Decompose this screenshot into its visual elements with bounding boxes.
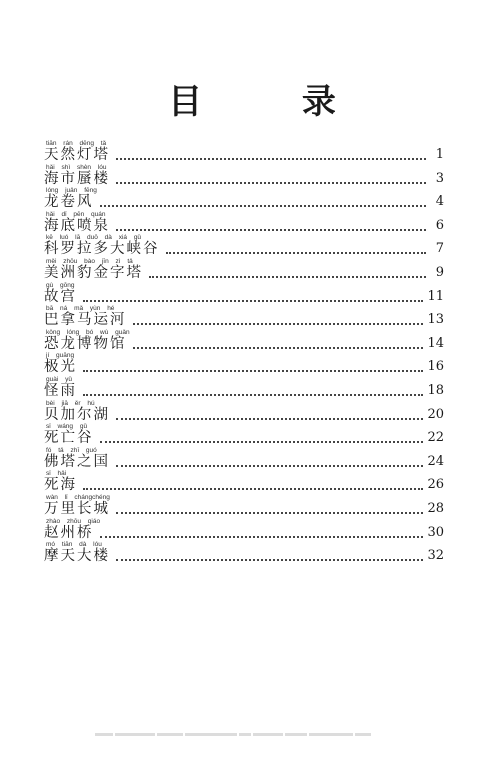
- entry-page-number: 4: [435, 194, 444, 210]
- dot-leader: [133, 346, 424, 349]
- toc-entry[interactable]: [44, 494, 444, 518]
- entry-title: 巴拿马运河: [44, 312, 127, 329]
- entry-pinyin: hǎi dǐ pēn quán: [46, 210, 106, 218]
- entry-line: [44, 477, 444, 493]
- entry-line: [44, 194, 444, 210]
- toc-entry[interactable]: [44, 423, 444, 447]
- entry-page-number: 7: [435, 241, 444, 257]
- entry-pinyin: bèi jiā ěr hú: [46, 399, 95, 407]
- entry-pinyin: zhào zhōu qiáo: [46, 517, 101, 525]
- entry-pinyin: měi zhōu bào jīn zì tǎ: [46, 257, 133, 265]
- dot-leader: [83, 487, 423, 490]
- entry-line: [44, 359, 444, 375]
- toc-entry[interactable]: [44, 518, 444, 542]
- entry-page-number: 28: [427, 500, 444, 516]
- toc-entry[interactable]: [44, 352, 444, 376]
- entry-pinyin: tiān rán dēng tǎ: [46, 140, 107, 147]
- entry-page-number: 16: [427, 359, 444, 375]
- entry-page-number: 24: [427, 453, 444, 469]
- toc-entry[interactable]: [44, 211, 444, 235]
- dot-leader: [100, 204, 427, 207]
- entry-title: 死亡谷: [44, 430, 94, 447]
- table-of-contents: [44, 140, 444, 565]
- entry-page-number: 22: [427, 430, 444, 446]
- entry-line: [44, 525, 444, 541]
- dot-leader: [83, 393, 423, 396]
- entry-title: 极光: [44, 359, 77, 376]
- dot-leader: [116, 464, 423, 467]
- entry-title: 摩天大楼: [44, 548, 110, 565]
- entry-title: 万里长城: [44, 500, 110, 517]
- entry-line: [44, 336, 444, 352]
- entry-line: [44, 218, 444, 234]
- entry-page-number: 6: [435, 217, 444, 233]
- entry-title: 海底喷泉: [44, 217, 110, 234]
- dot-leader: [149, 275, 426, 278]
- toc-entry[interactable]: [44, 187, 444, 211]
- page-title: 目 录: [168, 82, 380, 122]
- entry-title: 天然灯塔: [44, 147, 110, 163]
- toc-entry[interactable]: [44, 470, 444, 494]
- entry-pinyin: sǐ hǎi: [46, 470, 67, 478]
- entry-page-number: 32: [427, 548, 444, 564]
- entry-page-number: 20: [427, 406, 444, 422]
- entry-pinyin: guài yǔ: [46, 375, 72, 383]
- dot-leader: [83, 369, 423, 372]
- toc-entry[interactable]: [44, 282, 444, 306]
- entry-title: 龙卷风: [44, 194, 94, 211]
- entry-page-number: 9: [435, 264, 444, 280]
- entry-page-number: 13: [427, 312, 444, 328]
- scan-artifact: [95, 733, 425, 739]
- entry-title: 死海: [44, 477, 77, 494]
- entry-line: [44, 241, 444, 257]
- toc-entry[interactable]: [44, 541, 444, 565]
- entry-pinyin: gù gōng: [46, 281, 75, 289]
- entry-line: [44, 430, 444, 446]
- entry-title: 海市蜃楼: [44, 170, 110, 187]
- entry-title: 恐龙博物馆: [44, 335, 127, 352]
- entry-page-number: 11: [427, 288, 444, 304]
- dot-leader: [116, 181, 426, 184]
- entry-title: 佛塔之国: [44, 453, 110, 470]
- entry-line: [44, 171, 444, 187]
- entry-title: 故宫: [44, 288, 77, 305]
- entry-pinyin: hǎi shì shèn lóu: [46, 163, 107, 171]
- entry-page-number: 1: [435, 147, 444, 162]
- entry-title: 美洲豹金字塔: [44, 264, 143, 281]
- entry-line: [44, 312, 444, 328]
- entry-title: 贝加尔湖: [44, 406, 110, 423]
- toc-entry[interactable]: [44, 234, 444, 258]
- dot-leader: [100, 440, 424, 443]
- toc-entry[interactable]: [44, 329, 444, 353]
- toc-entry[interactable]: [44, 140, 444, 164]
- dot-leader: [166, 251, 427, 254]
- entry-line: [44, 454, 444, 470]
- dot-leader: [116, 558, 423, 561]
- toc-entry[interactable]: [44, 376, 444, 400]
- entry-pinyin: bā ná mǎ yùn hé: [46, 305, 115, 313]
- entry-line: [44, 501, 444, 517]
- entry-line: [44, 548, 444, 564]
- entry-line: [44, 289, 444, 305]
- entry-pinyin: mó tiān dà lóu: [46, 541, 102, 549]
- entry-pinyin: jí guāng: [46, 352, 75, 360]
- entry-pinyin: lóng juǎn fēng: [46, 187, 97, 195]
- dot-leader: [133, 322, 424, 325]
- dot-leader: [100, 535, 424, 538]
- toc-entry[interactable]: [44, 400, 444, 424]
- entry-page-number: 18: [427, 382, 444, 398]
- entry-pinyin: kē luó lā duō dà xiá gǔ: [46, 234, 142, 242]
- entry-pinyin: fó tǎ zhī guó: [46, 446, 97, 454]
- dot-leader: [116, 417, 423, 420]
- entry-pinyin: wàn lǐ chángchéng: [46, 493, 110, 501]
- toc-entry[interactable]: [44, 305, 444, 329]
- entry-pinyin: sǐ wáng gǔ: [46, 423, 88, 431]
- toc-entry[interactable]: [44, 164, 444, 188]
- entry-page-number: 3: [435, 170, 444, 186]
- entry-line: [44, 265, 444, 281]
- entry-line: [44, 383, 444, 399]
- entry-title: 科罗拉多大峡谷: [44, 241, 160, 258]
- entry-title: 赵州桥: [44, 524, 94, 541]
- entry-page-number: 30: [427, 524, 444, 540]
- entry-title: 怪雨: [44, 382, 77, 399]
- toc-entry[interactable]: [44, 258, 444, 282]
- entry-pinyin: kǒng lóng bó wù guǎn: [46, 328, 130, 336]
- entry-line: [44, 147, 444, 163]
- dot-leader: [116, 511, 423, 514]
- entry-line: [44, 407, 444, 423]
- dot-leader: [83, 299, 423, 302]
- entry-page-number: 26: [427, 477, 444, 493]
- dot-leader: [116, 157, 426, 160]
- entry-page-number: 14: [427, 335, 444, 351]
- toc-entry[interactable]: [44, 447, 444, 471]
- dot-leader: [116, 228, 426, 231]
